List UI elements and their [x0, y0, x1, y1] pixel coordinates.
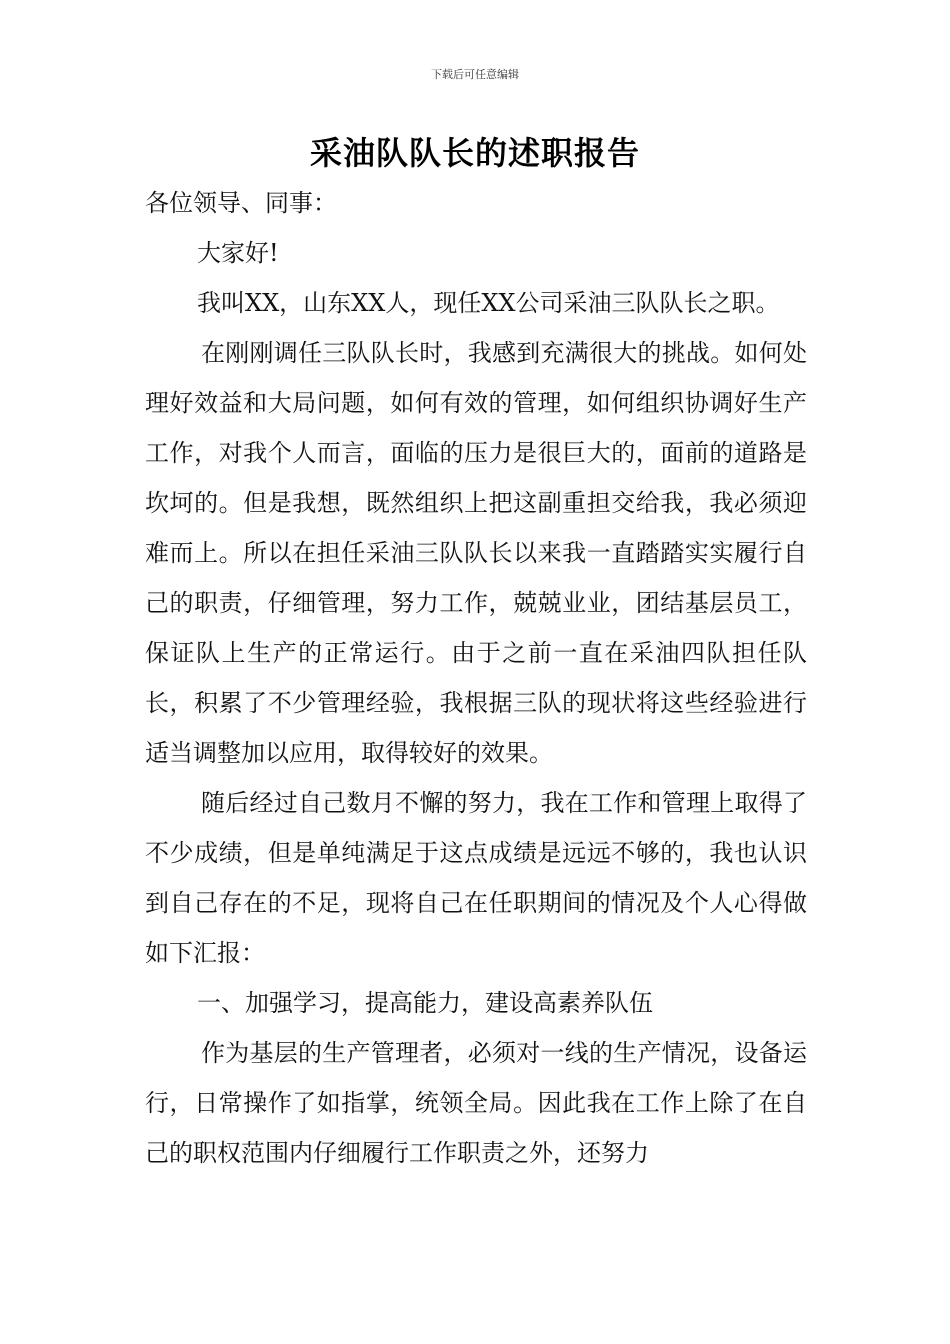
paragraph-appointment: 在刚刚调任三队队长时，我感到充满很大的挑战。如何处理好效益和大局问题，如何有效的管理，如何组织协调好生产工作，对我个人而言，面临的压力是很巨大的，面前的道路是坎坷的。但是我想，既然组织上把这副重担交给我，我必须迎难而上。所以在担任采油三队队长以来我一直踏踏实实履行自己的职责，仔细管理，努力工作，兢兢业业，团结基层员工，保证队上生产的正常运行。由于之前一直在采油四队担任队长，积累了不少管理经验，我根据三队的现状将这些经验进行适当调整加以应用，取得较好的效果。 [145, 339, 807, 767]
document-body [145, 178, 807, 1178]
salutation: 各位领导、同事： [145, 189, 337, 217]
document-title: 采油队队长的述职报告 [309, 134, 640, 172]
paragraph-achievements: 随后经过自己数月不懈的努力，我在工作和管理上取得了不少成绩，但是单纯满足于这点成绩是远远不够的，我也认识到自己存在的不足，现将自己在任职期间的情况及个人心得做如下汇报： [145, 789, 807, 967]
greeting: 大家好! [197, 239, 279, 267]
paragraph-introduction: 我叫XX，山东XX人，现任XX公司采油三队队长之职。 [197, 289, 780, 317]
header-note: 下载后可任意编辑 [431, 68, 519, 81]
section-heading-1: 一、加强学习，提高能力，建设高素养队伍 [197, 989, 653, 1017]
paragraph-section-1: 作为基层的生产管理者，必须对一线的生产情况，设备运行，日常操作了如指掌，统领全局。因此我在工作上除了在自己的职权范围内仔细履行工作职责之外，还努力 [145, 1039, 807, 1167]
